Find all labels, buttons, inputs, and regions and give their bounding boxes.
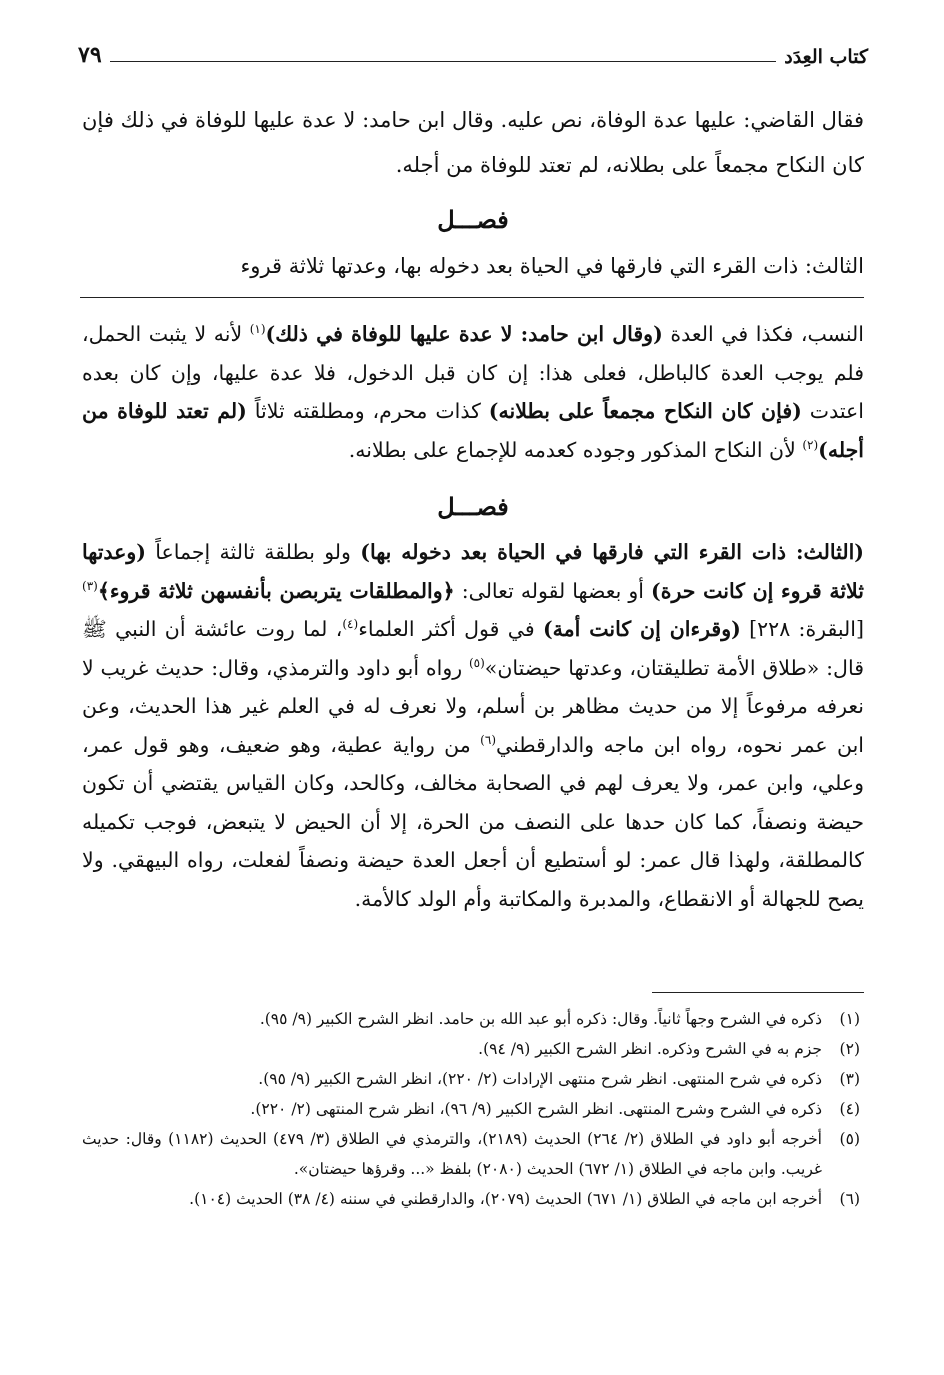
section-heading: فصـــل (437, 205, 509, 234)
running-header (78, 38, 868, 68)
footnote-ref: (١) (249, 322, 266, 337)
footnote-text: جزم به في الشرح وذكره. انظر الشرح الكبير (٩/ ٩٤). (478, 1040, 822, 1058)
book-title: كتاب العِدَد (784, 46, 868, 68)
footnote (82, 1184, 860, 1214)
text-run: [البقرة: ٢٢٨] (740, 617, 864, 641)
footnote (82, 1004, 860, 1034)
quran-verse: ﴿والمطلقات يتربصن بأنفسهن ثلاثة قروء﴾ (97, 578, 455, 603)
footnote-ref: (٣) (82, 578, 98, 593)
footnote-text: ذكره في الشرح وشرح المنتهى. انظر الشرح الكبير (٩/ ٩٦)، انظر شرح المنتهى (٢/ ٢٢٠). (250, 1100, 822, 1118)
footnote-number: (١) (839, 1010, 860, 1028)
footnote-number: (٤) (839, 1100, 860, 1118)
footnote-number: (٦) (839, 1190, 860, 1208)
footnote (82, 1094, 860, 1124)
sharh-text (82, 315, 864, 918)
quoted-matn: (لم تعتد للوفاة من أجله) (82, 399, 864, 462)
footnotes (82, 1004, 860, 1214)
text-run: ولو بطلقة ثالثة إجماعاً (146, 540, 361, 564)
quoted-matn: (فإن كان النكاح مجمعاً على بطلانه) (488, 399, 802, 423)
section-heading: فصـــل (437, 492, 509, 521)
footnote-number: (٥) (839, 1130, 860, 1148)
quoted-matn: (وقال ابن حامد: لا عدة عليها للوفاة في ذلك) (265, 322, 663, 346)
footnote-ref: (٢) (802, 437, 819, 452)
footnote-ref: (٤) (342, 617, 359, 632)
footnote-text: ذكره في الشرح وجهاً ثانياً. وقال: ذكره أبو عبد الله بن حامد. انظر الشرح الكبير (٩/ ٩٥). (259, 1010, 822, 1028)
footnote-text: أخرجه ابن ماجه في الطلاق (١/ ٦٧١) الحديث (٢٠٧٩)، والدارقطني في سننه (٤/ ٣٨) الحديث (١٠٤). (189, 1190, 822, 1208)
sharh-paragraph (82, 533, 864, 918)
text-run: في قول أكثر العلماء (358, 617, 543, 641)
footnote-number: (٢) (839, 1040, 860, 1058)
footnote-separator (652, 992, 864, 993)
footnote-text: ذكره في شرح المنتهى. انظر شرح منتهى الإرادات (٢/ ٢٢٠)، انظر الشرح الكبير (٩/ ٩٥). (258, 1070, 822, 1088)
text-run: لأن النكاح المذكور وجوده كعدمه للإجماع على بطلانه. (348, 437, 803, 462)
text-run: النسب، فكذا في العدة (662, 322, 864, 346)
quoted-matn: (الثالث: ذات القرء التي فارقها في الحياة بعد دخوله بها) (360, 540, 864, 564)
text-run: ، لما روت عائشة أن النبي ﷺ قال: «طلاق الأمة تطليقتان، وعدتها حيضتان» (82, 617, 864, 680)
matn-separator (80, 297, 864, 298)
footnote-number: (٣) (839, 1070, 860, 1088)
quoted-matn: (وقرءان إن كانت أمة) (542, 617, 741, 641)
footnote (82, 1124, 860, 1184)
matn-paragraph: الثالث: ذات القرء التي فارقها في الحياة بعد دخوله بها، وعدتها ثلاثة قروء (240, 254, 864, 278)
matn-text (82, 98, 864, 289)
text-run: من رواية عطية، وهو ضعيف، وهو قول عمر، وعلي، وابن عمر، ولا يعرف لهم في الصحابة مخالف، وكالحد، وكان القياس يقتضي أن تكون حيضة ونصفاً، كما كان حدها على النصف من الحرة، إلا أن الحيض لا يتبعض، فوجب تكميله كالمطلقة، ولهذا قال عمر: لو أستطيع أن أجعل العدة حيضة ونصفاً لفعلت، رواه البيهقي. ولا يصح للجهالة أو الانقطاع، والمدبرة والمكاتبة وأم الولد كالأمة. (82, 732, 864, 911)
footnote (82, 1034, 860, 1064)
sharh-paragraph (82, 315, 864, 469)
footnote-ref: (٦) (480, 732, 496, 747)
footnote-ref: (٥) (468, 655, 485, 670)
text-run: أو بعضها لقوله تعالى: (454, 578, 652, 603)
matn-paragraph: فقال القاضي: عليها عدة الوفاة، نص عليه. وقال ابن حامد: لا عدة عليها للوفاة في ذلك فإن كان النكاح مجمعاً على بطلانه، لم تعتد للوفاة من أجله. (82, 108, 864, 177)
text-run: لأنه لا يثبت الحمل، فلم يوجب العدة كالباطل، فعلى هذا: إن كان قبل الدخول، فلا عدة عليها، وإن كان بعده اعتدت (82, 322, 864, 423)
footnote-text: أخرجه أبو داود في الطلاق (٢/ ٢٦٤) الحديث (٢١٨٩)، والترمذي في الطلاق (٣/ ٤٧٩) الحديث (١١٨٢) وقال: حديث غريب. وابن ماجه في الطلاق (١/ ٦٧٢) الحديث (٢٠٨٠) بلفظ «... وقرؤها حيضتان». (82, 1130, 822, 1178)
footnote (82, 1064, 860, 1094)
page-number: ٧٩ (78, 42, 102, 68)
text-run: رواه أبو داود والترمذي، وقال: حديث غريب لا نعرفه مرفوعاً إلا من حديث مظاهر بن أسلم، ولا نعرف له في العلم غير هذا الحديث، وعن ابن عمر نحوه، رواه ابن ماجه والدارقطني (82, 655, 864, 757)
header-rule (110, 61, 777, 62)
text-run: كذات محرم، ومطلقته ثلاثاً (246, 399, 489, 423)
quoted-matn: (وعدتها ثلاثة قروء إن كانت حرة) (82, 540, 864, 603)
